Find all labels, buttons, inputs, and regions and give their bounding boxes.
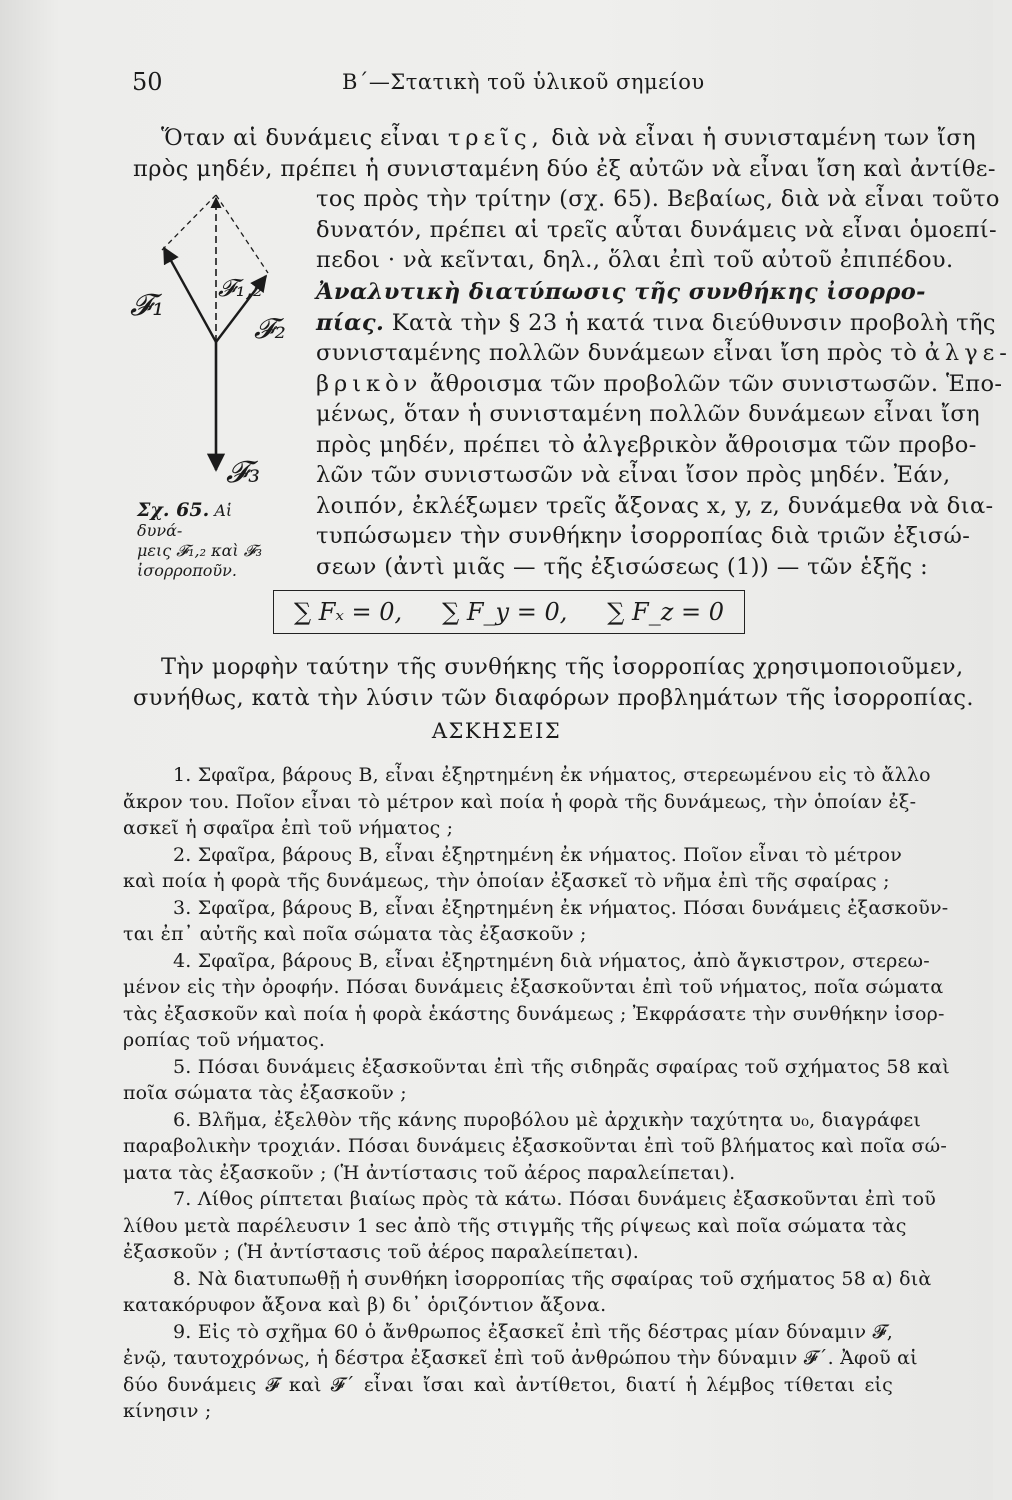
- text-line: Ὅταν αἱ δυνάμεις εἶναι τρεῖς, διὰ νὰ εἶναι ἡ συνισταμένη των ἴση: [161, 125, 977, 151]
- force-diagram-figure: [126, 180, 306, 510]
- analytic-paragraph: [316, 277, 1012, 582]
- text-line: σεων (ἀντὶ μιᾶς — τῆς ἐξισώσεως (1)) — τῶν ἑξῆς :: [316, 553, 929, 580]
- intro-paragraph: [133, 123, 996, 184]
- label-f3: 𝓕₃: [226, 455, 261, 490]
- text-line: πρὸς μηδέν, πρέπει ἡ συνισταμένη δύο ἐξ αὐτῶν νὰ εἶναι ἴση καὶ ἀντίθε-: [133, 155, 996, 182]
- text-line: τυπώσωμεν τὴν συνθήκην ἰσορροπίας διὰ τριῶν ἐξισώ-: [316, 523, 971, 549]
- label-f1: 𝓕₁: [130, 288, 165, 323]
- exercise-line: καὶ ποία ἡ φορὰ τῆς δυνάμεως, τὴν ὁποίαν ἐξασκεῖ τὸ νῆμα ἐπὶ τῆς σφαίρας ;: [123, 870, 890, 892]
- dashed-construction-line: [162, 195, 216, 250]
- exercise-item: [123, 1186, 936, 1266]
- exercise-item: [123, 1266, 932, 1319]
- exercise-line: ροπίας τοῦ νήματος.: [123, 1029, 326, 1051]
- text-line: λῶν τῶν συνιστωσῶν νὰ εἶναι ἴσον πρὸς μηδέν. Ἐάν,: [316, 462, 951, 488]
- exercise-line: λίθου μετὰ παρέλευσιν 1 sec ἀπὸ τῆς στιγμῆς τῆς ρίψεως καὶ ποῖα σώματα τὰς: [123, 1214, 907, 1237]
- text-line: πίας. Κατὰ τὴν § 23 ἡ κατά τινα διεύθυνσιν προβολὴ τῆς: [316, 309, 996, 336]
- text-line: δυνατόν, πρέπει αἱ τρεῖς αὗται δυνάμεις νὰ εἶναι ὁμοεπί-: [316, 216, 998, 243]
- figure-caption: [137, 500, 277, 581]
- intro-continued: [316, 184, 1000, 276]
- exercise-line: 6. Βλῆμα, ἐξελθὸν τῆς κάνης πυροβόλου μὲ ἀρχικὴν ταχύτητα υ₀, διαγράφει: [173, 1108, 922, 1131]
- exercise-line: 9. Εἰς τὸ σχῆμα 60 ὁ ἄνθρωπος ἐξασκεῖ ἐπὶ τῆς δέστρας μίαν δύναμιν 𝓕,: [173, 1320, 893, 1343]
- exercise-line: ται ἐπ᾽ αὐτῆς καὶ ποῖα σώματα τὰς ἐξασκοῦν ;: [123, 923, 587, 945]
- exercise-line: κατακόρυφον ἄξονα καὶ β) δι᾽ ὁριζόντιον ἄξονα.: [123, 1294, 607, 1316]
- exercise-line: τὰς ἐξασκοῦν καὶ ποία ἡ φορὰ ἑκάστης δυνάμεως ; Ἐκφράσατε τὴν συνθήκην ἰσορ-: [123, 1002, 945, 1025]
- text-line: πεδοι · νὰ κεῖνται, δηλ., ὅλαι ἐπὶ τοῦ αὐτοῦ ἐπιπέδου.: [316, 247, 954, 273]
- text-line: συνισταμένης πολλῶν δυνάμεων εἶναι ἴση πρὸς τὸ ἀλγε-: [316, 340, 1012, 366]
- exercise-item: [123, 762, 931, 842]
- exercise-line: 7. Λίθος ρίπτεται βιαίως πρὸς τὰ κάτω. Πόσαι δυνάμεις ἐξασκοῦνται ἐπὶ τοῦ: [173, 1188, 936, 1210]
- exercise-line: 1. Σφαῖρα, βάρους B, εἶναι ἐξηρτημένη ἐκ νήματος, στερεωμένου εἰς τὸ ἄλλο: [173, 764, 931, 786]
- exercise-item: [123, 1107, 947, 1187]
- exercise-line: ἐνῷ, ταυτοχρόνως, ἡ δέστρα ἐξασκεῖ ἐπὶ τοῦ ἀνθρώπου τὴν δύναμιν 𝓕΄. Ἀφοῦ αἱ: [123, 1347, 918, 1369]
- text-line: μένως, ὅταν ἡ συνισταμένη πολλῶν δυνάμεων εἶναι ἴση: [316, 401, 980, 427]
- exercise-line: ἐξασκοῦν ; (Ἡ ἀντίστασις τοῦ ἀέρος παραλείπεται).: [123, 1241, 639, 1263]
- caption-text: ἰσορροποῦν.: [137, 561, 237, 580]
- closing-paragraph: [133, 652, 974, 713]
- page-header: [132, 68, 903, 102]
- exercise-line: 2. Σφαῖρα, βάρους B, εἶναι ἐξηρτημένη ἐκ νήματος. Ποῖον εἶναι τὸ μέτρον: [173, 843, 902, 866]
- exercise-line: ποῖα σώματα τὰς ἐξασκοῦν ;: [123, 1082, 407, 1104]
- exercise-line: ἄκρον του. Ποῖον εἶναι τὸ μέτρον καὶ ποία ἡ φορὰ τῆς δυνάμεως, τὴν ὁποίαν ἐξ-: [123, 790, 917, 813]
- exercise-line: ματα τὰς ἐξασκοῦν ; (Ἡ ἀντίστασις τοῦ ἀέρος παραλείπεται).: [123, 1161, 736, 1184]
- exercises-list: [123, 762, 950, 1425]
- force-f1-arrow: [164, 248, 216, 342]
- exercise-line: 8. Νὰ διατυπωθῇ ἡ συνθήκη ἰσορροπίας τῆς σφαίρας τοῦ σχήματος 58 α) διὰ: [173, 1267, 932, 1290]
- exercise-line: 4. Σφαῖρα, βάρους B, εἶναι ἐξηρτημένη διὰ νήματος, ἀπὸ ἄγκιστρον, στερεω-: [173, 949, 930, 972]
- caption-text: Αἱ δυνά-: [137, 501, 233, 540]
- exercise-line: δύο δυνάμεις 𝓕 καὶ 𝓕΄ εἶναι ἴσαι καὶ ἀντίθετοι, διατί ἡ λέμβος τίθεται εἰς: [123, 1373, 893, 1396]
- equation-y: ∑ F_y = 0,: [442, 598, 568, 626]
- exercise-line: 5. Πόσαι δυνάμεις ἐξασκοῦνται ἐπὶ τῆς σιδηρᾶς σφαίρας τοῦ σχήματος 58 καὶ: [173, 1055, 950, 1078]
- equilibrium-equations-box: [273, 590, 745, 634]
- exercise-line: 3. Σφαῖρα, βάρους B, εἶναι ἐξηρτημένη ἐκ νήματος. Πόσαι δυνάμεις ἐξασκοῦν-: [173, 896, 949, 919]
- label-f2: 𝓕₂: [254, 312, 286, 345]
- section-heading: Ἀναλυτικὴ διατύπωσις τῆς συνθήκης ἰσορρο-: [316, 279, 926, 305]
- text-line: βρικὸν ἄθροισμα τῶν προβολῶν τῶν συνιστωσῶν. Ἑπο-: [316, 370, 1003, 397]
- text-line: Τὴν μορφὴν ταύτην τῆς συνθήκης τῆς ἰσορροπίας χρησιμοποιοῦμεν,: [161, 654, 964, 680]
- text-line: συνήθως, κατὰ τὴν λύσιν τῶν διαφόρων προβλημάτων τῆς ἰσορροπίας.: [133, 684, 974, 711]
- exercise-line: κίνησιν ;: [123, 1400, 212, 1422]
- text-line: τος πρὸς τὴν τρίτην (σχ. 65). Βεβαίως, διὰ νὰ εἶναι τοῦτο: [316, 186, 1000, 212]
- exercise-item: [123, 895, 949, 948]
- exercise-item: [123, 842, 902, 895]
- page-number: 50: [132, 68, 163, 96]
- exercises-title: ΑΣΚΗΣΕΙΣ: [431, 719, 562, 743]
- label-f12: 𝓕₁,₂: [218, 274, 263, 302]
- exercise-line: μένον εἰς τὴν ὀροφήν. Πόσαι δυνάμεις ἐξασκοῦνται ἐπὶ τοῦ νήματος, ποῖα σώματα: [123, 976, 944, 998]
- exercise-item: [123, 948, 945, 1054]
- dashed-construction-line: [216, 195, 268, 273]
- text-line: λοιπόν, ἐκλέξωμεν τρεῖς ἄξονας x, y, z, δυνάμεθα νὰ δια-: [316, 492, 994, 519]
- exercise-item: [123, 1319, 918, 1425]
- caption-label: Σχ. 65.: [137, 499, 210, 521]
- text-line: πρὸς μηδέν, πρέπει τὸ ἀλγεβρικὸν ἄθροισμα τῶν προβο-: [316, 431, 977, 458]
- equation-x: ∑ Fₓ = 0,: [293, 598, 403, 626]
- exercise-item: [123, 1054, 950, 1107]
- caption-text: μεις 𝓕₁,₂ καὶ 𝓕₃: [137, 541, 262, 560]
- exercise-line: ασκεῖ ἡ σφαῖρα ἐπὶ τοῦ νήματος ;: [123, 817, 454, 839]
- equation-z: ∑ F_z = 0: [607, 598, 724, 626]
- running-title: Β΄—Στατικὴ τοῦ ὑλικοῦ σημείου: [342, 70, 705, 94]
- exercise-line: παραβολικὴν τροχιάν. Πόσαι δυνάμεις ἐξασκοῦνται ἐπὶ τοῦ βλήματος καὶ ποῖα σώ-: [123, 1135, 947, 1157]
